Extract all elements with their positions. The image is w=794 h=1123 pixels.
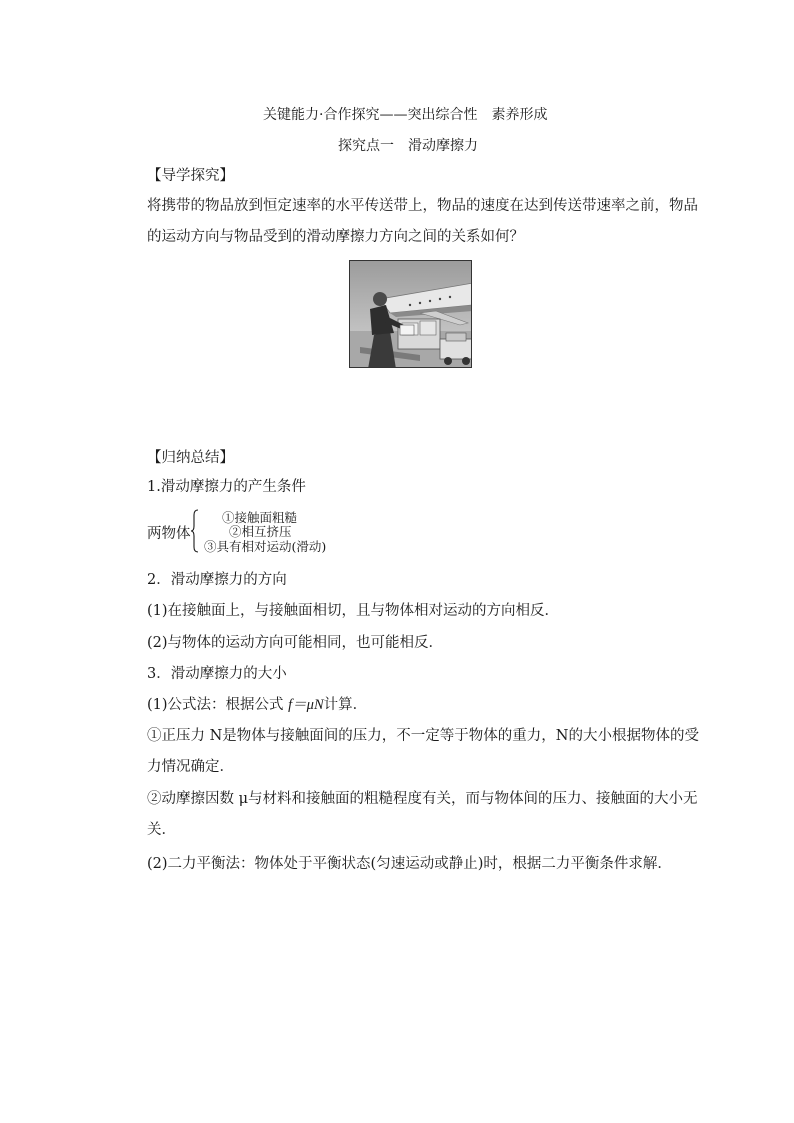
section-3-title: 3．滑动摩擦力的大小 xyxy=(147,666,287,682)
photo-illustration xyxy=(350,261,472,368)
normal-force-line-2: 力情况确定． xyxy=(147,759,234,775)
section-2-item-2: (2)与物体的运动方向可能相同，也可能相反． xyxy=(147,635,444,651)
condition-2: ②相互挤压 xyxy=(229,524,292,539)
condition-1: ①接触面粗糙 xyxy=(222,510,298,525)
left-brace-icon xyxy=(190,509,200,553)
section-2-title: 2．滑动摩擦力的方向 xyxy=(147,572,287,588)
friction-coefficient-line-2: 关． xyxy=(147,822,176,838)
friction-coefficient-line-1: ②动摩擦因数 μ与材料和接触面的粗糙程度有关，而与物体间的压力、接触面的大小无 xyxy=(147,791,698,807)
brace-label: 两物体 xyxy=(147,526,191,542)
question-line-2: 的运动方向与物品受到的滑动摩擦力方向之间的关系如何？ xyxy=(147,229,524,245)
formula-prefix: (1)公式法：根据公式 xyxy=(147,697,289,713)
guided-heading: 【导学探究】 xyxy=(147,168,234,184)
section-1-title: 1.滑动摩擦力的产生条件 xyxy=(147,479,306,495)
condition-3: ③具有相对运动(滑动) xyxy=(204,539,327,554)
airport-baggage-photo xyxy=(349,260,472,368)
normal-force-line-1: ①正压力 N是物体与接触面间的压力，不一定等于物体的重力，N的大小根据物体的受 xyxy=(147,728,699,744)
question-line-1: 将携带的物品放到恒定速率的水平传送带上，物品的速度在达到传送带速率之前，物品 xyxy=(147,198,698,214)
summary-heading: 【归纳总结】 xyxy=(147,450,234,466)
friction-formula: f＝μN xyxy=(288,697,324,713)
page-title: 关键能力·合作探究——突出综合性 素养形成 xyxy=(263,107,548,123)
section-title: 探究点一 滑动摩擦力 xyxy=(338,138,478,154)
section-3-item-2: (2)二力平衡法：物体处于平衡状态(匀速运动或静止)时，根据二力平衡条件求解． xyxy=(147,856,672,872)
formula-suffix: 计算． xyxy=(323,697,368,713)
formula-line xyxy=(147,698,367,713)
section-2-item-1: (1)在接触面上，与接触面相切，且与物体相对运动的方向相反． xyxy=(147,603,560,619)
conditions-brace-block xyxy=(147,508,367,554)
